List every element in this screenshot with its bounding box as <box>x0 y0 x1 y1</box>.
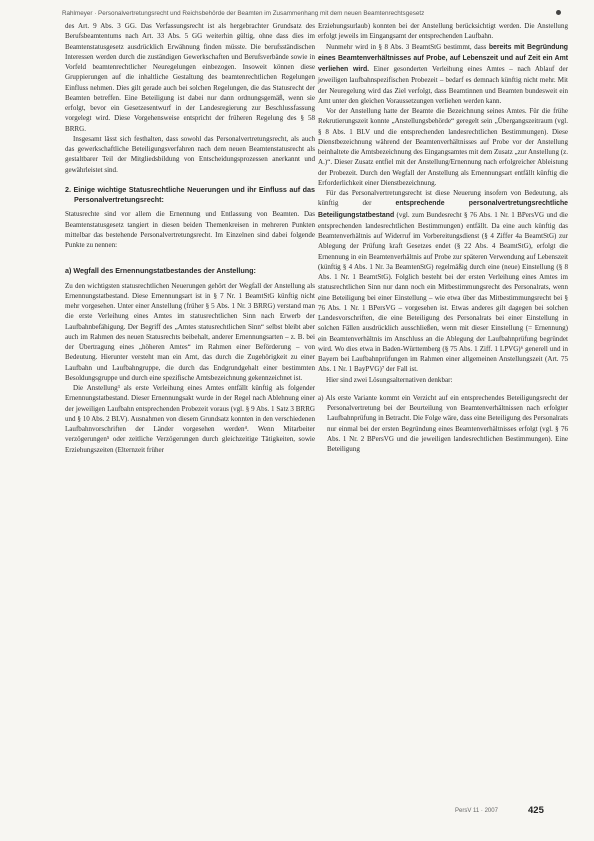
paragraph: Zu den wichtigsten statusrechtlichen Neuerungen gehört der Wegfall der Anstellung als Ernennungstatbestand. Diese Ernennungsart ist in § 7 Nr. 1 BeamtStG künftig nicht mehr vorgesehen. Unter einer Anstellung (früher § 5 Abs. 1 Nr. 3 BRRG) verstand man die erste Verleihung eines Amtes im statusrechtlichen Sinn nach Erwerb der Laufbahnbefähigung. Der Begriff des „Amtes statusrechtlichen Sinn“ selbst bleibt aber auch im Rahmen des neuen Statusrechts beibehalt, anderer Ernennungsarten – z. B. bei der Übertragung eines „höheren Amtes“ im Rahmen einer Beförderung – von Bedeutung. Hierunter versteht man ein Amt, das durch die Zugehörigkeit zu einer Laufbahn und Laufbahngruppe, die durch das Endgrundgehalt einer bestimmten Besoldungsgruppe und durch eine spezifische Amtsbezeichnung gekennzeichnet ist. <box>65 281 315 382</box>
text-run: Nunmehr wird in § 8 Abs. 3 BeamtStG bestimmt, dass <box>326 42 489 51</box>
journal-issue: PersV 11 · 2007 <box>455 808 498 814</box>
text-run: (vgl. zum Bundesrecht § 76 Abs. 1 Nr. 1 BPersVG und die entsprechenden landesrechtlichen Bestimmungen) entfällt. Da eine auch künftig das Beamtenverhältnis auf Widerruf im Vorbereitungsdienst (§ 4 Ziffer 4a BeamtStG) zur Ablegung der Prüfung kraft Gesetzes endet (§ 22 Abs. 4 BeamtStG), erfolgt die Ernennung in ein Beamtenverhältnis auf Probe zur späteren Verwendung auf Lebenszeit (künftig § 4 Abs. 1 Nr. 3a BeamtenStG) regelmäßig durch eine (neue) Einstellung (§ 8 Abs. 1 Nr. 1 BeamtStG). Folglich besteht bei der ersten Verleihung eines Amtes im statusrechtlichen Sinn nur dann noch ein Mitbestimmungsrecht des Personalrats, wenn eine Beteiligung bei einer Einstellung – wie etwa über das Mitbestimmungsrecht bei § 76 Abs. 1 Nr. 1 BPersVG – vorgesehen ist. Etwas anderes gilt dagegen bei solchen Landesvorschriften, die eine Beteiligung des Personalrats bei einer Einstellung in solchen Fällen ausdrücklich ausschließen, wenn mit dieser Einstellung (= Ernennung) ein Beamtenverhältnis im Anschluss an die Ablegung der Laufbahnprüfung begründet wird. Wo dies etwa in Baden-Württemberg (§ 75 Abs. 1 Ziff. 1 LPVG)⁶ generell und in Bayern bei Laufbahnprüfungen im Rahmen einer allgemeinen Anstellungszeit (Art. 75 Abs. 1 Nr. 1 BayPVG)⁷ der Fall ist. <box>318 210 568 374</box>
paragraph: Statusrechte sind vor allem die Ernennung und Entlassung von Beamten. Das Beamtenstatusgesetz tangiert in diesen beiden Themenkreisen in mehreren Punkten mittelbar das bestehende Personalvertretungsrecht. Im Einzelnen sind dabei folgende Punkte zu nennen: <box>65 210 315 249</box>
section-heading: 2. Einige wichtige Statusrechtliche Neuerungen und ihr Einfluss auf das Personalvertretungsrecht: <box>65 184 315 204</box>
bold-text: bereits mit Begründung eines Beamtenverhältnisses auf Probe, auf Lebenszeit und auf Zeit ein Amt verliehen wird. <box>318 43 569 73</box>
page-number: 425 <box>528 805 544 816</box>
running-header: Rahlmeyer · Personalvertretungsrecht und Reichsbehörde der Beamten im Zusammenhang mit dem neuen Beamtenrechtsgesetz <box>62 10 425 17</box>
text-run: Für das Personalvertretungsrecht ist diese Neuerung insofern von Bedeutung, als künftig der <box>318 189 568 208</box>
paragraph: des Art. 9 Abs. 3 GG. Das Verfassungsrecht ist als hergebrachter Grundsatz des Berufsbeamtentums nach Art. 33 Abs. 5 GG weiterhin gültig, ohne dass dies im Beamtenstatusgesetz ausdrücklich Erwähnung finden müsste. Die berufsständischen Interessen werden durch die zuständigen Gewerkschaften und Berufsverbände sowie in Vorfeld beamtenrechtlicher Neuregelungen einbezogen. Insoweit können diese Gruppierungen auf die inhaltliche Gestaltung des beamtenrechtlichen Regelungen Einfluss nehmen. Dies gilt gerade auch bei solchen Regelungen, die das Statusrecht der Beamten betreffen. Eine Beteiligung ist dabei nur dann ordnungsgemäß, wenn sie erfolgt, bevor ein Gesetzesentwurf in der Landesregierung zur Beschlussfassung vorgelegt wird. Diese Vorgehensweise entspricht der früheren Regelung des § 58 BRRG. <box>65 22 315 133</box>
text-run: Einer gesonderten Verleihung eines Amtes – nach Ablauf der jeweiligen laufbahnspezifischen Probezeit – bedarf es demnach künftig nicht mehr. Mit der Neuregelung wird das Ziel verfolgt, dass Beamtinnen und Beamten bundesweit ein Amt unter den gleichen Voraussetzungen verliehen werden kann. <box>318 65 568 105</box>
paragraph: Erziehungsurlaub) konnten bei der Anstellung berücksichtigt werden. Die Anstellung erfolgt jeweils im Eingangsamt der entsprechenden Laufbahn. <box>318 22 568 41</box>
subsection-heading: a) Wegfall des Ernennungstatbestandes der Anstellung: <box>65 266 256 276</box>
left-column <box>65 21 315 455</box>
paragraph: Hier sind zwei Lösungsalternativen denkbar: <box>326 375 453 384</box>
paragraph: Die Anstellung³ als erste Verleihung eines Amtes entfällt künftig als folgender Ernennungstatbestand. Dieser Ernennungsakt wurde in der Regel nach Ablehnung einer der jeweiligen Laufbahn entsprechenden Probezeit voraus (vgl. § 9 Abs. 1 Satz 3 BRRG und § 10 Abs. 2 BLV). Ausnahmen von diesem Grundsatz konnten in den verschiedenen Laufbahnvorschriften der Länder vorgesehen werden⁴. Wenn Mitarbeiter verzögerungen⁵ oder zeitliche Verzögerungen durch gleichzeitige Tätigkeiten, sowie Erziehungszeiten (Elternzeit früher <box>65 384 315 454</box>
list-item: a) Als erste Variante kommt ein Verzicht auf ein entsprechendes Beteiligungsrecht der Personalvertretung bei der Beurteilung von Beamtenverhältnissen nach erfolgter Laufbahnprüfung in Betracht. Die Folge wäre, dass eine Beteiligung des Personalrats nur einmal bei der ersten Begründung eines Beamtenverhältnisses erfolgt (vgl. § 76 Abs. 1 Nr. 2 BPersVG und die jeweiligen landesrechtlichen Bestimmungen). Eine Beteiligung <box>318 393 568 453</box>
header-bullet-icon <box>556 10 561 15</box>
paragraph <box>318 188 568 375</box>
right-column <box>318 21 568 454</box>
bold-text: entsprechende personalvertretungsrechtliche Beteiligungstatbestand <box>318 200 568 219</box>
paragraph: Insgesamt lässt sich festhalten, dass sowohl das Personalvertretungsrecht, als auch das gewerkschaftliche Beteiligungsverfahren nach dem neuen Beamtenstatusrecht als gestaltbarer Teil der Mitgliedsbildung von Entscheidungsprozessen anerkannt und gewährleistet sind. <box>65 134 315 174</box>
paragraph: Vor der Anstellung hatte der Beamte die Bezeichnung seines Amtes. Für die frühe Rekrutierungszeit konnte „Anstellungsbehörde“ geregelt sein „Übergangszeitraum (vgl. § 8 Abs. 1 BLV und die entsprechenden landesrechtlichen Bestimmungen). Diese Dienstbezeichnung während der Beamtenverhältnisses auf Probe vor der Anstellung beinhaltete die Amtsbezeichnung des Eingangsamtes mit dem Zusatz „zur Anstellung (z. A.)“. Dieser Zusatz entfiel mit der Anstellung/Ernennung nach erfolgreicher Ableistung der Probezeit. Durch den Wegfall der Anstellung als Ernennungsart entfällt künftig die Erforderlichkeit einer Dienstbezeichnung. <box>318 107 568 187</box>
paragraph <box>318 42 568 107</box>
